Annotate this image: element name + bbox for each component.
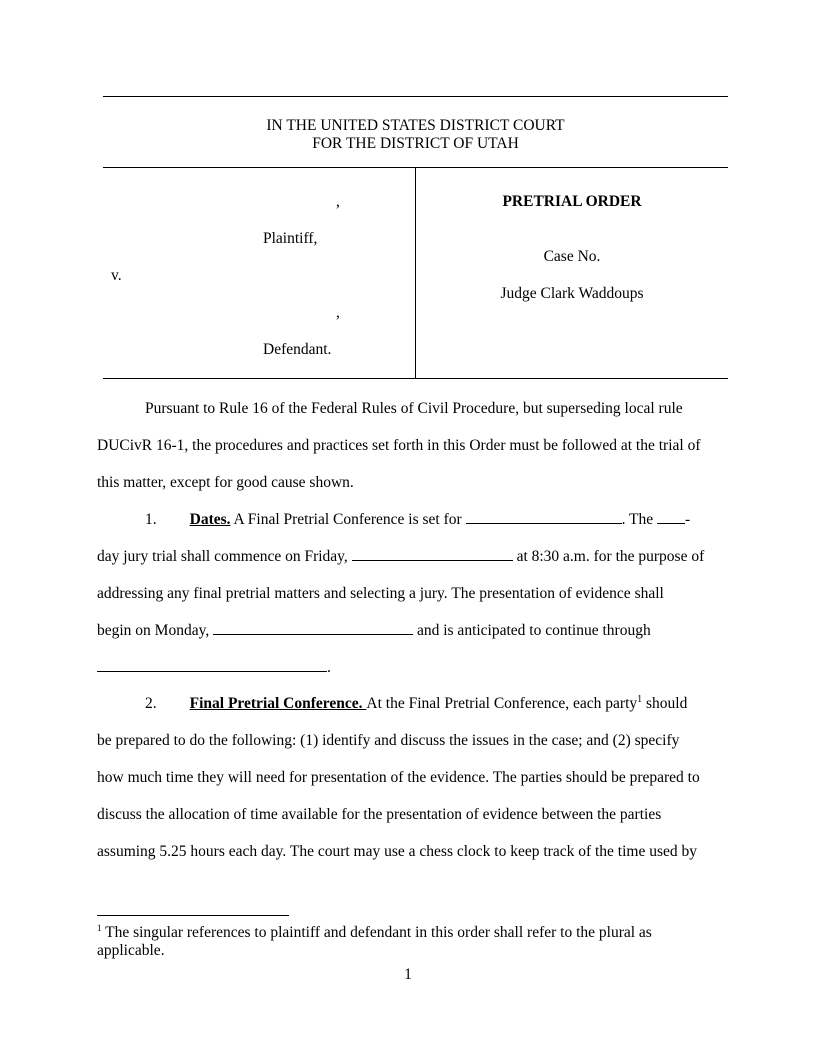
footnote	[97, 924, 722, 960]
footnote-reference[interactable]: 1	[637, 693, 643, 705]
section-1-heading: Dates.	[189, 511, 231, 528]
court-line-1: IN THE UNITED STATES DISTRICT COURT	[266, 117, 565, 134]
section-2-line-5: assuming 5.25 hours each day. The court may use a chess clock to keep track of the time used by	[97, 843, 698, 860]
judge-name: Judge Clark Waddoups	[500, 285, 644, 302]
section-1-line-1: 1. Dates. A Final Pretrial Conference is set for . The -	[145, 511, 691, 528]
trial-length-blank	[657, 511, 685, 524]
trial-start-date-blank	[352, 548, 513, 561]
defendant-label: Defendant.	[263, 341, 332, 358]
section-2-number: 2.	[145, 695, 157, 712]
evidence-start-date-blank	[213, 622, 413, 635]
section-2-line-2: be prepared to do the following: (1) identify and discuss the issues in the case; and (2) specify	[97, 732, 680, 749]
page-number: 1	[404, 966, 412, 983]
case-number-label: Case No.	[543, 248, 601, 265]
footnote-text: The singular references to plaintiff and defendant in this order shall refer to the plural as applicable.	[97, 924, 652, 959]
section-1-line-2: day jury trial shall commence on Friday, at 8:30 a.m. for the purpose of	[97, 548, 705, 565]
section-1-line-5: .	[97, 659, 722, 677]
defendant-name-comma: ,	[336, 304, 340, 321]
plaintiff-name-comma: ,	[336, 193, 340, 210]
footnote-rule	[97, 915, 289, 916]
order-title: PRETRIAL ORDER	[502, 193, 642, 210]
versus-label: v.	[111, 267, 122, 284]
section-1-line-3: addressing any final pretrial matters and selecting a jury. The presentation of evidence shall	[97, 585, 664, 602]
section-1-number: 1.	[145, 511, 157, 528]
caption-bottom-rule	[103, 378, 728, 379]
section-2-line-4: discuss the allocation of time available for the presentation of evidence between the parties	[97, 806, 662, 823]
intro-line-3: this matter, except for good cause shown.	[97, 474, 354, 491]
intro-line-2: DUCivR 16-1, the procedures and practices set forth in this Order must be followed at the trial of	[97, 437, 701, 454]
section-2-line-1: 2. Final Pretrial Conference. At the Final Pretrial Conference, each party$^1$ should	[145, 693, 688, 712]
section-1-line-4: begin on Monday, and is anticipated to continue through	[97, 622, 651, 639]
court-line-2: FOR THE DISTRICT OF UTAH	[312, 135, 519, 152]
plaintiff-label: Plaintiff,	[263, 230, 318, 247]
section-2-heading: Final Pretrial Conference.	[189, 695, 367, 712]
court-heading	[103, 117, 728, 153]
evidence-end-date-blank	[97, 659, 327, 672]
pretrial-conference-date-blank	[466, 511, 622, 524]
intro-line-1: Pursuant to Rule 16 of the Federal Rules of Civil Procedure, but superseding local rule	[145, 400, 683, 417]
header-top-rule	[103, 96, 728, 97]
section-2-line-3: how much time they will need for presentation of the evidence. The parties should be prepared to	[97, 769, 700, 786]
footnote-marker: 1	[97, 922, 102, 933]
